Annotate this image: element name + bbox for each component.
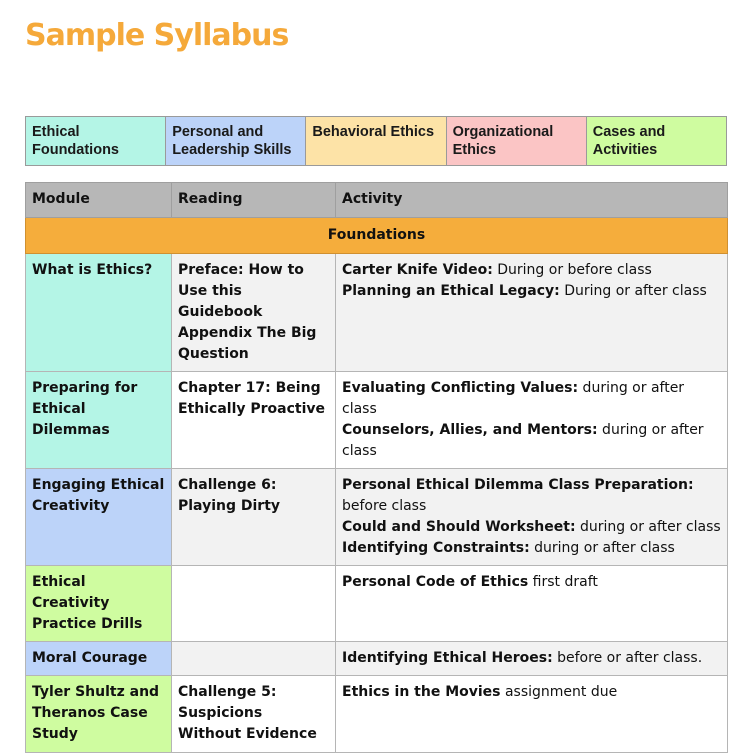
page-title: Sample Syllabus	[25, 18, 289, 53]
header-row	[26, 183, 728, 218]
activity-timing: during or after class	[342, 422, 704, 459]
table-row	[26, 676, 728, 753]
activity-cell	[336, 469, 728, 566]
reading-cell: Challenge 5: Suspicions Without Evidence	[172, 676, 336, 753]
syllabus-table	[25, 182, 728, 753]
activity-timing: before class	[342, 498, 427, 514]
activity-title: Ethics in the Movies	[342, 684, 501, 700]
activity-item	[342, 682, 721, 703]
reading-cell	[172, 642, 336, 676]
activity-title: Carter Knife Video:	[342, 262, 493, 278]
activity-timing: During or before class	[492, 262, 652, 278]
module-cell: What is Ethics?	[26, 254, 172, 372]
activity-item	[342, 378, 721, 420]
activity-item	[342, 260, 721, 281]
activity-item	[342, 517, 721, 538]
reading-cell: Preface: How to Use this Guidebook Appendix The Big Question	[172, 254, 336, 372]
activity-title: Identifying Constraints:	[342, 540, 530, 556]
table-row	[26, 254, 728, 372]
activity-timing: during or after class	[342, 380, 685, 417]
activity-item	[342, 648, 721, 669]
legend-personal-leadership-skills: Personal and Leadership Skills	[166, 117, 306, 166]
activity-title: Counselors, Allies, and Mentors:	[342, 422, 598, 438]
activity-timing: during or after class	[575, 519, 721, 535]
activity-item	[342, 572, 721, 593]
activity-title: Evaluating Conflicting Values:	[342, 380, 579, 396]
activity-timing: before or after class.	[552, 650, 703, 666]
module-cell: Moral Courage	[26, 642, 172, 676]
activity-item	[342, 420, 721, 462]
reading-cell: Chapter 17: Being Ethically Proactive	[172, 372, 336, 469]
module-cell: Engaging Ethical Creativity	[26, 469, 172, 566]
activity-cell	[336, 676, 728, 753]
activity-title: Personal Code of Ethics	[342, 574, 529, 590]
activity-timing: first draft	[528, 574, 598, 590]
header-activity: Activity	[336, 183, 728, 218]
legend-behavioral-ethics: Behavioral Ethics	[306, 117, 446, 166]
module-cell: Ethical Creativity Practice Drills	[26, 566, 172, 642]
activity-timing: during or after class	[529, 540, 675, 556]
activity-cell	[336, 372, 728, 469]
activity-item	[342, 538, 721, 559]
reading-cell	[172, 566, 336, 642]
activity-title: Personal Ethical Dilemma Class Preparation:	[342, 477, 694, 493]
activity-timing: During or after class	[559, 283, 707, 299]
legend-cases-activities: Cases and Activities	[586, 117, 726, 166]
module-cell: Tyler Shultz and Theranos Case Study	[26, 676, 172, 753]
table-row	[26, 469, 728, 566]
module-cell: Preparing for Ethical Dilemmas	[26, 372, 172, 469]
activity-timing: assignment due	[500, 684, 618, 700]
table-row	[26, 566, 728, 642]
table-row	[26, 642, 728, 676]
category-legend	[25, 116, 727, 166]
reading-cell: Challenge 6: Playing Dirty	[172, 469, 336, 566]
section-foundations: Foundations	[26, 218, 728, 254]
header-module: Module	[26, 183, 172, 218]
table-row	[26, 372, 728, 469]
section-row	[26, 218, 728, 254]
legend-row	[26, 117, 727, 166]
header-reading: Reading	[172, 183, 336, 218]
legend-organizational-ethics: Organizational Ethics	[446, 117, 586, 166]
activity-title: Could and Should Worksheet:	[342, 519, 576, 535]
activity-title: Planning an Ethical Legacy:	[342, 283, 560, 299]
activity-cell	[336, 254, 728, 372]
activity-title: Identifying Ethical Heroes:	[342, 650, 553, 666]
activity-item	[342, 475, 721, 517]
legend-ethical-foundations: Ethical Foundations	[26, 117, 166, 166]
activity-item	[342, 281, 721, 302]
activity-cell	[336, 566, 728, 642]
activity-cell	[336, 642, 728, 676]
